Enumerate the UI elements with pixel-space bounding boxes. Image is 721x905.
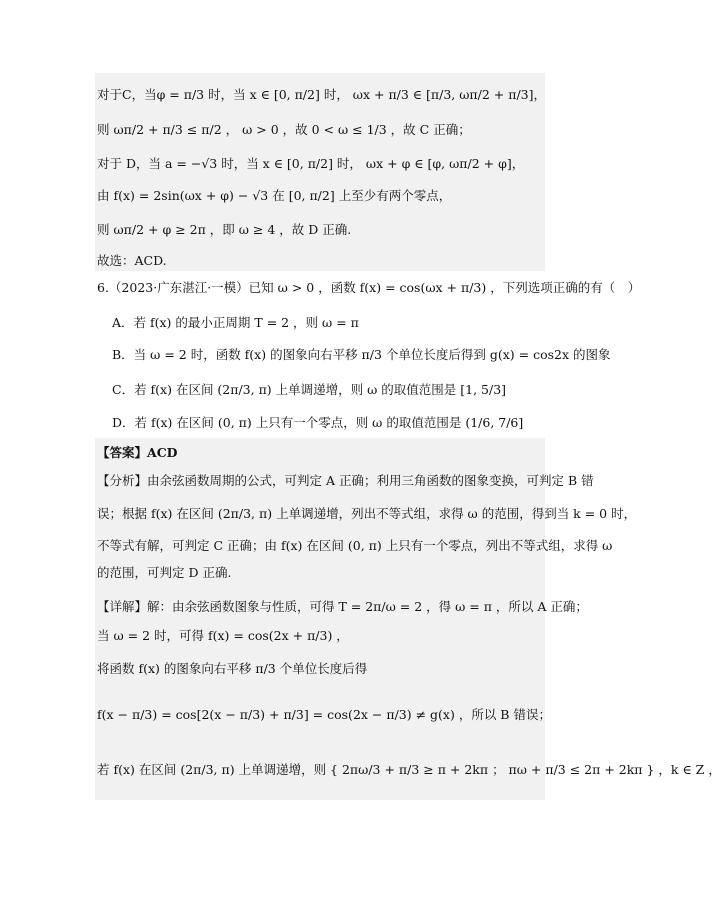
detail-line: 将函数 f(x) 的图象向右平移 π/3 个单位长度后得	[97, 661, 368, 676]
detail-line: 若 f(x) 在区间 (2π/3, π) 上单调递增，则 { 2πω/3 + π/3 ≥ π + 2kπ ； πω + π/3 ≤ 2π + 2kπ } ，k ∈ Z ，	[97, 762, 721, 777]
shaded-block-bottom	[95, 438, 545, 800]
question-stem: 6.（2023·广东湛江·一模）已知 ω > 0 ，函数 f(x) = cos(ωx + π/3) ，下列选项正确的有（ ）	[97, 280, 641, 295]
analysis-line: 【分析】由余弦函数周期的公式，可判定 A 正确；利用三角函数的图象变换，可判定 B 错	[97, 473, 594, 488]
detail-line: f(x − π/3) = cos[2(x − π/3) + π/3] = cos(2x − π/3) ≠ g(x) ，所以 B 错误；	[97, 707, 551, 722]
detail-line: 【详解】解：由余弦函数图象与性质，可得 T = 2π/ω = 2 ，得 ω = π ，所以 A 正确；	[97, 599, 588, 614]
option-b: B．当 ω = 2 时，函数 f(x) 的图象向右平移 π/3 个单位长度后得到 g(x) = cos2x 的图象	[112, 347, 611, 362]
detail-line: 当 ω = 2 时，可得 f(x) = cos(2x + π/3) ，	[97, 628, 349, 643]
option-a: A．若 f(x) 的最小正周期 T = 2 ，则 ω = π	[112, 315, 359, 330]
solution-line: 则 ωπ/2 + π/3 ≤ π/2 ， ω > 0 ，故 0 < ω ≤ 1/3 ，故 C 正确；	[97, 122, 471, 137]
analysis-line: 不等式有解，可判定 C 正确；由 f(x) 在区间 (0, π) 上只有一个零点，列出不等式组，求得 ω	[97, 538, 613, 553]
answer-label: 【答案】ACD	[97, 445, 178, 460]
option-d: D．若 f(x) 在区间 (0, π) 上只有一个零点，则 ω 的取值范围是 (1/6, 7/6]	[112, 415, 524, 430]
final-answer-line: 故选：ACD.	[97, 253, 167, 268]
solution-line: 由 f(x) = 2sin(ωx + φ) − √3 在 [0, π/2] 上至少有两个零点，	[97, 188, 452, 203]
analysis-line: 的范围，可判定 D 正确.	[97, 565, 232, 580]
solution-line: 对于 D，当 a = −√3 时，当 x ∈ [0, π/2] 时， ωx + φ ∈ [φ, ωπ/2 + φ]，	[97, 156, 525, 171]
solution-line: 对于C，当φ = π/3 时，当 x ∈ [0, π/2] 时， ωx + π/3 ∈ [π/3, ωπ/2 + π/3]，	[97, 87, 546, 102]
option-c: C．若 f(x) 在区间 (2π/3, π) 上单调递增，则 ω 的取值范围是 [1, 5/3]	[112, 382, 507, 397]
solution-line: 则 ωπ/2 + φ ≥ 2π ，即 ω ≥ 4 ，故 D 正确.	[97, 222, 352, 237]
analysis-line: 误；根据 f(x) 在区间 (2π/3, π) 上单调递增，列出不等式组，求得 ω 的范围，得到当 k = 0 时，	[97, 506, 637, 521]
